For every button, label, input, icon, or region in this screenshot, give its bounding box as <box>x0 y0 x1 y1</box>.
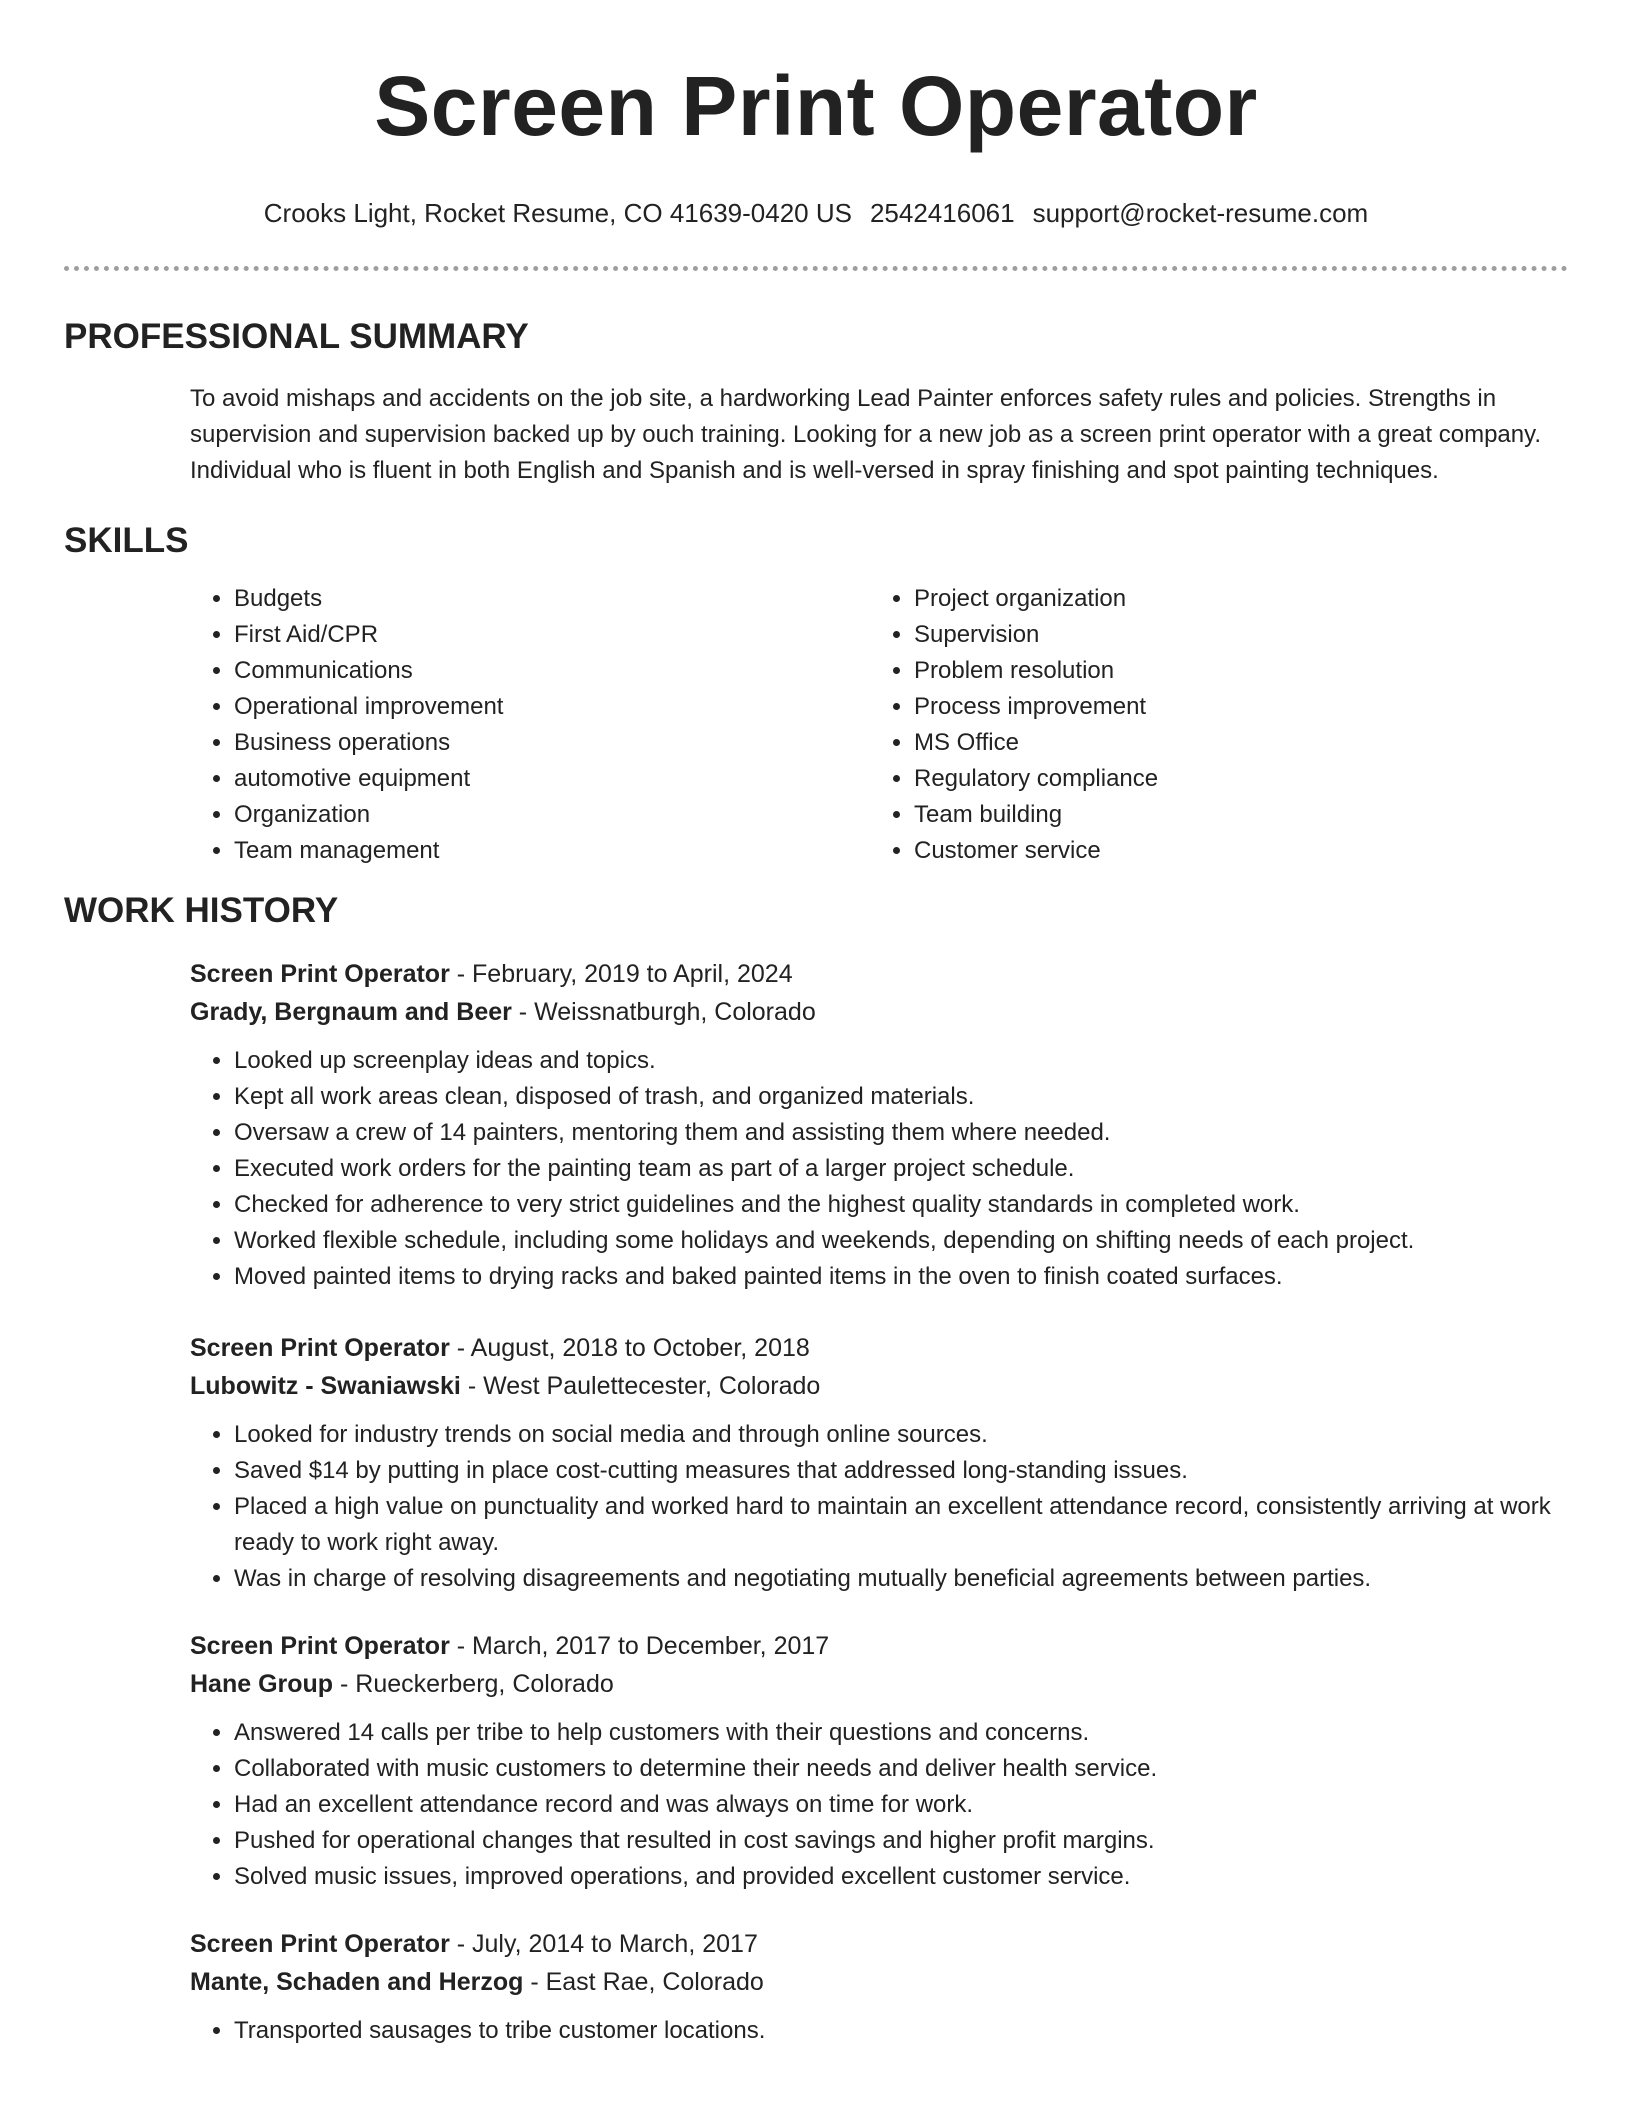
job-bullet: • Oversaw a crew of 14 painters, mentoring them and assisting them where needed. <box>234 1115 1568 1151</box>
job-company-line <box>190 993 1568 1031</box>
job-bullet: • Looked up screenplay ideas and topics. <box>234 1043 1568 1079</box>
skills-heading: SKILLS <box>64 521 189 560</box>
work-history-heading: WORK HISTORY <box>64 891 339 930</box>
job-bullet: • Placed a high value on punctuality and worked hard to maintain an excellent attendance record, consistently arriving at work ready to work right away. <box>234 1489 1568 1561</box>
job-role: Screen Print Operator <box>190 1632 450 1660</box>
skill-item: • Team management <box>234 833 870 869</box>
job-company: Grady, Bergnaum and Beer <box>190 998 512 1026</box>
contact-line <box>0 198 1632 228</box>
skill-item: • Communications <box>234 653 870 689</box>
job-role: Screen Print Operator <box>190 960 450 988</box>
job-bullet: • Executed work orders for the painting team as part of a larger project schedule. <box>234 1151 1568 1187</box>
job-company-line <box>190 1963 1568 2001</box>
skill-item: • Budgets <box>234 581 870 617</box>
skill-item: • Project organization <box>914 581 1514 617</box>
job-dates: - July, 2014 to March, 2017 <box>449 1930 758 1958</box>
skill-item: • Team building <box>914 797 1514 833</box>
job-location: - East Rae, Colorado <box>523 1968 764 1996</box>
job-bullet: • Looked for industry trends on social media and through online sources. <box>234 1417 1568 1453</box>
job-company: Lubowitz - Swaniawski <box>190 1372 461 1400</box>
job-location: - Rueckerberg, Colorado <box>333 1670 614 1698</box>
skills-grid <box>190 581 1632 869</box>
job-company-line <box>190 1665 1568 1703</box>
job-entry <box>190 1627 1568 1895</box>
skill-item: • Regulatory compliance <box>914 761 1514 797</box>
job-entry <box>190 1925 1568 2049</box>
skill-item: • Customer service <box>914 833 1514 869</box>
job-bullet: • Transported sausages to tribe customer locations. <box>234 2013 1568 2049</box>
job-location: - Weissnatburgh, Colorado <box>511 998 816 1026</box>
skill-item: • Supervision <box>914 617 1514 653</box>
job-dates: - March, 2017 to December, 2017 <box>449 1632 830 1660</box>
job-role: Screen Print Operator <box>190 1930 450 1958</box>
job-company-line <box>190 1367 1568 1405</box>
job-role: Screen Print Operator <box>190 1334 450 1362</box>
skill-item: • Process improvement <box>914 689 1514 725</box>
job-title-line <box>190 1329 1568 1367</box>
job-location: - West Paulettecester, Colorado <box>460 1372 821 1400</box>
job-bullets <box>190 2013 1568 2049</box>
contact-phone: 2542416061 <box>869 198 1015 228</box>
job-bullet: • Checked for adherence to very strict guidelines and the highest quality standards in completed work. <box>234 1187 1568 1223</box>
skill-item: • MS Office <box>914 725 1514 761</box>
job-bullet: • Collaborated with music customers to determine their needs and deliver health service. <box>234 1751 1568 1787</box>
skills-column-right <box>870 581 1514 869</box>
contact-address: Crooks Light, Rocket Resume, CO 41639-0420 US <box>263 198 852 228</box>
job-dates: - August, 2018 to October, 2018 <box>449 1334 810 1362</box>
job-bullet: • Solved music issues, improved operations, and provided excellent customer service. <box>234 1859 1568 1895</box>
job-title-line <box>190 1925 1568 1963</box>
job-bullets <box>190 1417 1568 1597</box>
skill-item: • First Aid/CPR <box>234 617 870 653</box>
skill-item: • Operational improvement <box>234 689 870 725</box>
job-bullets <box>190 1715 1568 1895</box>
contact-email: support@rocket-resume.com <box>1032 198 1369 228</box>
skill-item: • Business operations <box>234 725 870 761</box>
job-bullets <box>190 1043 1568 1295</box>
job-bullet: • Answered 14 calls per tribe to help customers with their questions and concerns. <box>234 1715 1568 1751</box>
job-company: Mante, Schaden and Herzog <box>190 1968 524 1996</box>
summary-text: To avoid mishaps and accidents on the job site, a hardworking Lead Painter enforces safety rules and policies. Strengths in supervision and supervision backed up by ouch training. Looking for a new job as a screen print operator with a great company. Individual who is fluent in both English and Spanish and is well-versed in spray finishing and spot painting techniques. <box>190 385 1542 484</box>
job-bullet: • Moved painted items to drying racks and baked painted items in the oven to finish coated surfaces. <box>234 1259 1568 1295</box>
job-title-line <box>190 1627 1568 1665</box>
skill-item: • automotive equipment <box>234 761 870 797</box>
job-title-line <box>190 955 1568 993</box>
job-bullet: • Was in charge of resolving disagreements and negotiating mutually beneficial agreements between parties. <box>234 1561 1568 1597</box>
skills-column-left <box>190 581 870 869</box>
resume-name: Screen Print Operator <box>374 59 1258 153</box>
job-entry <box>190 1329 1568 1597</box>
job-dates: - February, 2019 to April, 2024 <box>449 960 793 988</box>
header-divider <box>64 266 1568 271</box>
job-bullet: • Saved $14 by putting in place cost-cutting measures that addressed long-standing issues. <box>234 1453 1568 1489</box>
skill-item: • Organization <box>234 797 870 833</box>
job-entry <box>190 955 1568 1295</box>
job-bullet: • Pushed for operational changes that resulted in cost savings and higher profit margins. <box>234 1823 1568 1859</box>
skill-item: • Problem resolution <box>914 653 1514 689</box>
summary-heading: PROFESSIONAL SUMMARY <box>64 317 529 356</box>
job-bullet: • Had an excellent attendance record and was always on time for work. <box>234 1787 1568 1823</box>
job-bullet: • Worked flexible schedule, including some holidays and weekends, depending on shifting needs of each project. <box>234 1223 1568 1259</box>
job-company: Hane Group <box>190 1670 334 1698</box>
job-bullet: • Kept all work areas clean, disposed of trash, and organized materials. <box>234 1079 1568 1115</box>
